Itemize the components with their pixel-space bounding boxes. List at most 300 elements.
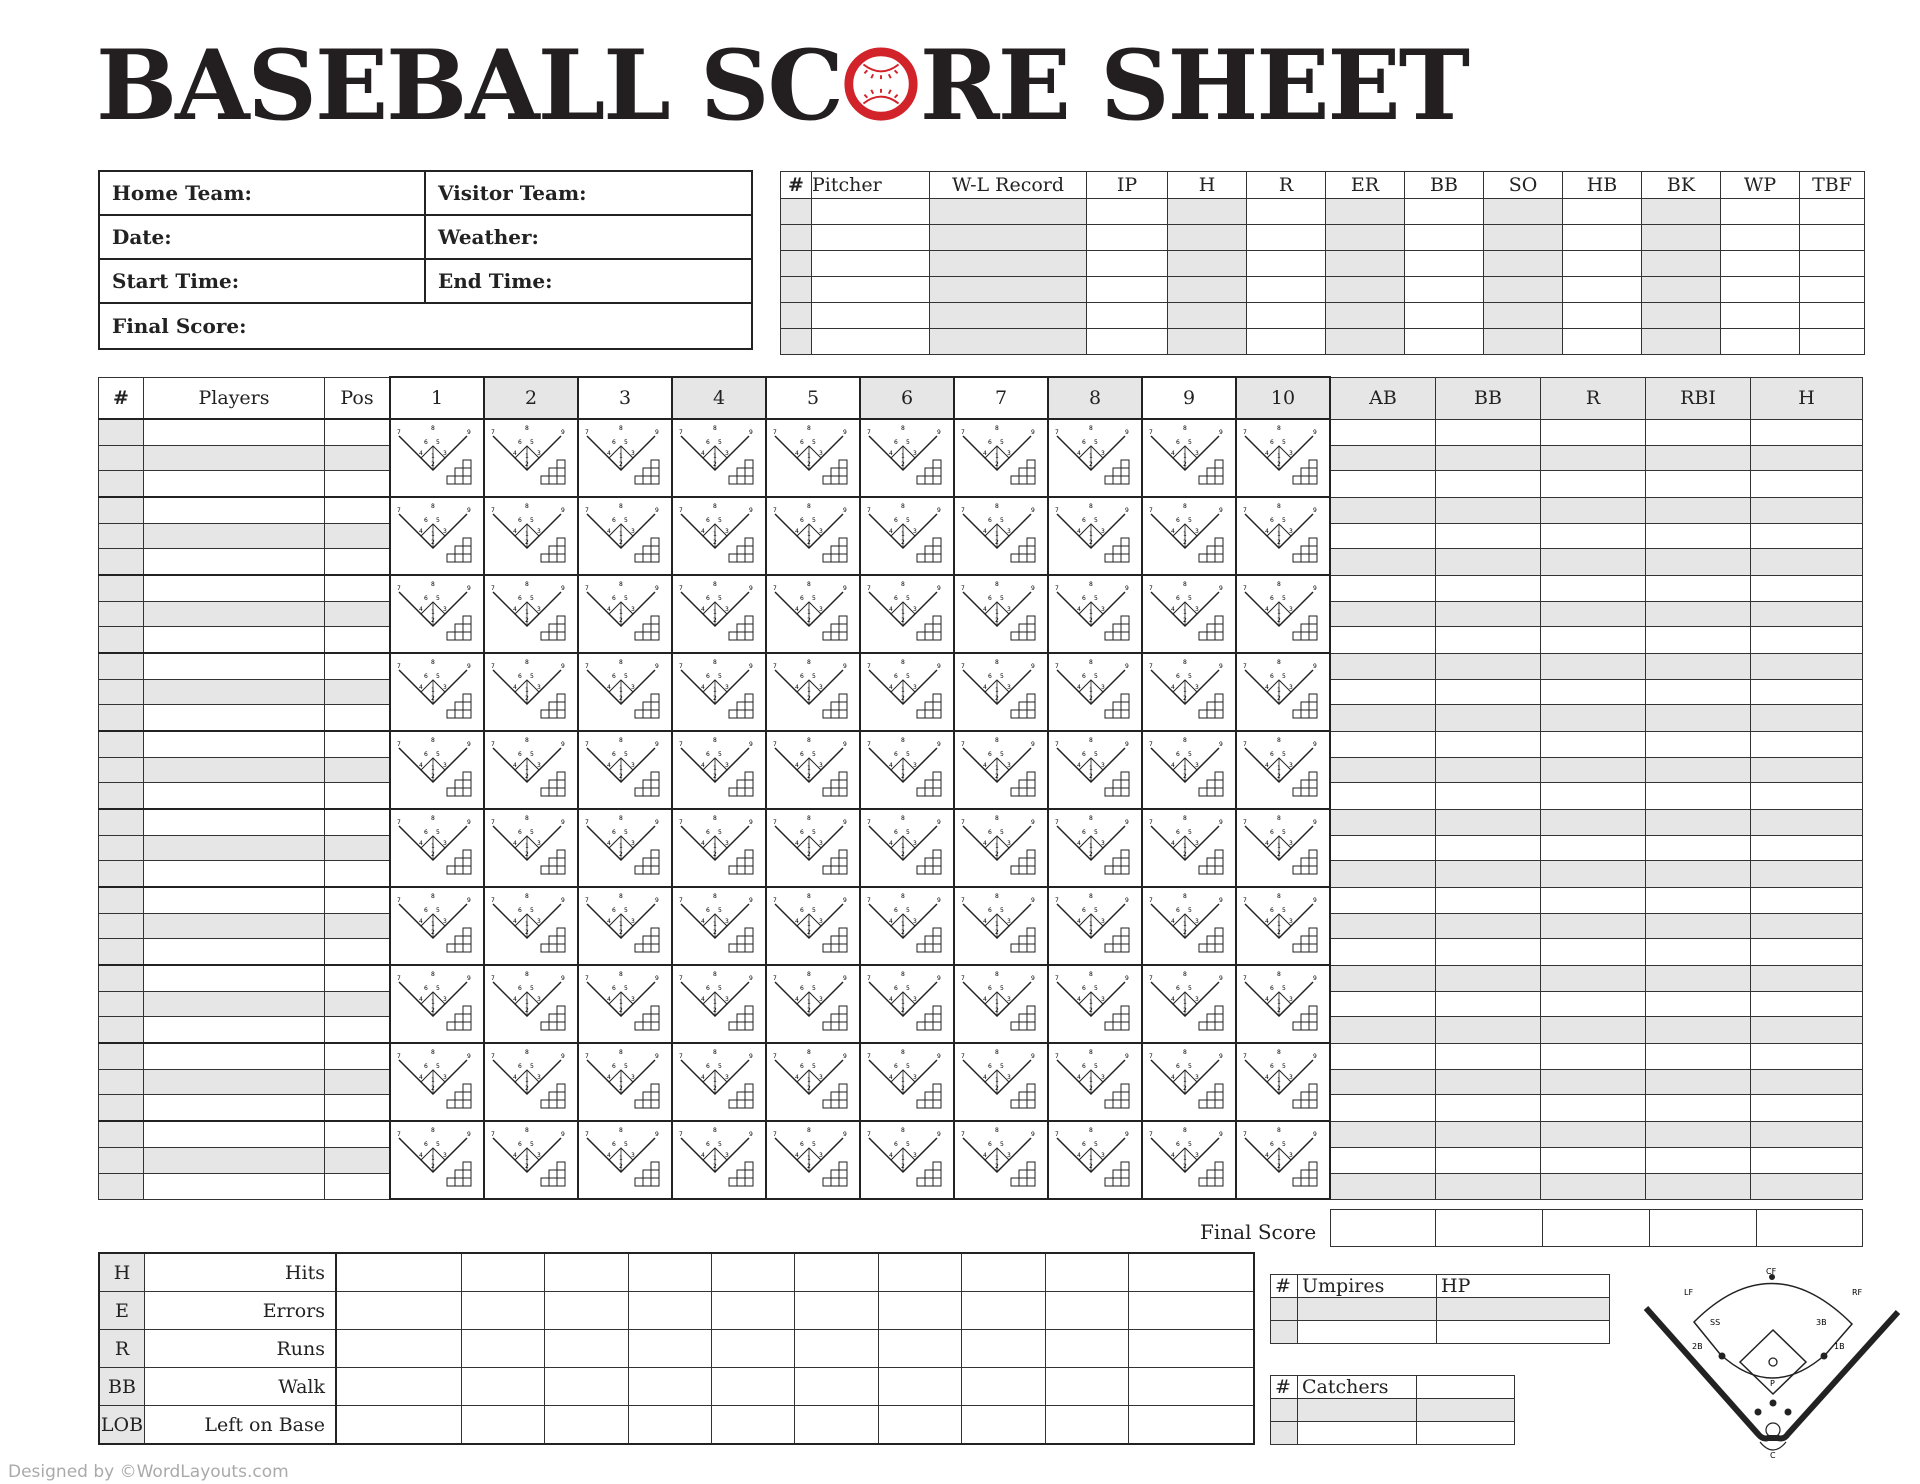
summary-cell[interactable] [712, 1406, 795, 1445]
batter-number-cell[interactable] [99, 757, 144, 783]
totals-cell[interactable] [1436, 627, 1541, 653]
pitcher-cell[interactable] [930, 251, 1087, 277]
inning-cell[interactable] [1048, 731, 1142, 809]
pitcher-cell[interactable] [1563, 199, 1642, 225]
totals-cell[interactable] [1646, 1017, 1751, 1043]
pitcher-cell[interactable] [812, 277, 930, 303]
position-cell[interactable] [325, 965, 391, 991]
batter-number-cell[interactable] [99, 497, 144, 523]
pitcher-cell[interactable] [1642, 225, 1721, 251]
pitcher-cell[interactable] [1168, 277, 1247, 303]
inning-cell[interactable] [766, 653, 860, 731]
pitcher-cell[interactable] [1484, 277, 1563, 303]
batter-number-cell[interactable] [99, 783, 144, 809]
inning-cell[interactable] [860, 575, 954, 653]
home-team-field[interactable]: Home Team: [99, 171, 425, 215]
totals-cell[interactable] [1751, 471, 1863, 497]
totals-cell[interactable] [1436, 991, 1541, 1017]
inning-cell[interactable] [954, 419, 1048, 497]
inning-cell[interactable] [860, 887, 954, 965]
pitcher-cell[interactable] [1168, 199, 1247, 225]
position-cell[interactable] [325, 471, 391, 497]
inning-cell[interactable] [766, 965, 860, 1043]
totals-cell[interactable] [1541, 575, 1646, 601]
totals-cell[interactable] [1330, 419, 1436, 445]
summary-cell[interactable] [461, 1406, 544, 1445]
totals-cell[interactable] [1330, 471, 1436, 497]
totals-cell[interactable] [1330, 1121, 1436, 1147]
inning-cell[interactable] [390, 653, 484, 731]
totals-cell[interactable] [1751, 913, 1863, 939]
totals-cell[interactable] [1436, 705, 1541, 731]
batter-number-cell[interactable] [99, 445, 144, 471]
pitcher-cell[interactable] [930, 225, 1087, 251]
inning-cell[interactable] [1142, 809, 1236, 887]
pitcher-cell[interactable] [1247, 277, 1326, 303]
position-cell[interactable] [325, 809, 391, 835]
totals-cell[interactable] [1330, 549, 1436, 575]
totals-cell[interactable] [1646, 653, 1751, 679]
inning-cell[interactable] [1142, 497, 1236, 575]
totals-cell[interactable] [1541, 445, 1646, 471]
totals-cell[interactable] [1436, 1069, 1541, 1095]
position-cell[interactable] [325, 1043, 391, 1069]
visitor-team-field[interactable]: Visitor Team: [425, 171, 752, 215]
pitcher-cell[interactable] [1247, 199, 1326, 225]
inning-cell[interactable] [390, 887, 484, 965]
pitcher-cell[interactable] [1800, 225, 1865, 251]
totals-cell[interactable] [1436, 1017, 1541, 1043]
batter-number-cell[interactable] [99, 1043, 144, 1069]
totals-cell[interactable] [1436, 445, 1541, 471]
summary-cell[interactable] [1129, 1368, 1254, 1406]
totals-cell[interactable] [1751, 861, 1863, 887]
totals-cell[interactable] [1751, 757, 1863, 783]
totals-cell[interactable] [1751, 1121, 1863, 1147]
batter-number-cell[interactable] [99, 809, 144, 835]
player-name-cell[interactable] [144, 1017, 325, 1043]
totals-cell[interactable] [1541, 1147, 1646, 1173]
totals-cell[interactable] [1330, 783, 1436, 809]
player-name-cell[interactable] [144, 1121, 325, 1147]
totals-cell[interactable] [1330, 445, 1436, 471]
summary-cell[interactable] [461, 1330, 544, 1368]
inning-cell[interactable] [578, 809, 672, 887]
pitcher-cell[interactable] [1326, 199, 1405, 225]
pitcher-cell[interactable] [812, 329, 930, 355]
position-cell[interactable] [325, 1147, 391, 1173]
inning-cell[interactable] [1236, 1121, 1330, 1199]
inning-cell[interactable] [672, 965, 766, 1043]
inning-cell[interactable] [484, 809, 578, 887]
player-name-cell[interactable] [144, 705, 325, 731]
pitcher-cell[interactable] [1247, 303, 1326, 329]
summary-cell[interactable] [461, 1368, 544, 1406]
totals-cell[interactable] [1646, 887, 1751, 913]
player-name-cell[interactable] [144, 575, 325, 601]
inning-cell[interactable] [954, 809, 1048, 887]
totals-cell[interactable] [1436, 1043, 1541, 1069]
summary-cell[interactable] [1129, 1292, 1254, 1330]
totals-cell[interactable] [1436, 1095, 1541, 1121]
totals-cell[interactable] [1436, 601, 1541, 627]
inning-cell[interactable] [672, 653, 766, 731]
pitcher-cell[interactable] [1484, 251, 1563, 277]
inning-cell[interactable] [1236, 731, 1330, 809]
player-name-cell[interactable] [144, 627, 325, 653]
player-name-cell[interactable] [144, 861, 325, 887]
totals-cell[interactable] [1330, 523, 1436, 549]
totals-cell[interactable] [1541, 809, 1646, 835]
inning-cell[interactable] [860, 497, 954, 575]
summary-cell[interactable] [336, 1368, 461, 1406]
inning-cell[interactable] [1236, 965, 1330, 1043]
totals-cell[interactable] [1646, 835, 1751, 861]
totals-cell[interactable] [1330, 991, 1436, 1017]
inning-cell[interactable] [1048, 419, 1142, 497]
totals-cell[interactable] [1330, 1069, 1436, 1095]
summary-cell[interactable] [545, 1292, 628, 1330]
inning-cell[interactable] [860, 419, 954, 497]
totals-cell[interactable] [1541, 731, 1646, 757]
totals-cell[interactable] [1541, 679, 1646, 705]
totals-cell[interactable] [1436, 731, 1541, 757]
totals-cell[interactable] [1436, 939, 1541, 965]
pitcher-cell[interactable] [1087, 251, 1168, 277]
pitcher-cell[interactable] [1168, 303, 1247, 329]
totals-cell[interactable] [1330, 809, 1436, 835]
batter-number-cell[interactable] [99, 913, 144, 939]
pitcher-cell[interactable] [1484, 225, 1563, 251]
pitcher-cell[interactable] [1800, 199, 1865, 225]
position-cell[interactable] [325, 575, 391, 601]
totals-cell[interactable] [1541, 1121, 1646, 1147]
batter-number-cell[interactable] [99, 653, 144, 679]
position-cell[interactable] [325, 991, 391, 1017]
inning-cell[interactable] [1142, 887, 1236, 965]
summary-cell[interactable] [795, 1330, 878, 1368]
pitcher-cell[interactable] [1326, 277, 1405, 303]
inning-cell[interactable] [1048, 1043, 1142, 1121]
batter-number-cell[interactable] [99, 1121, 144, 1147]
inning-cell[interactable] [484, 575, 578, 653]
summary-cell[interactable] [712, 1292, 795, 1330]
inning-cell[interactable] [578, 887, 672, 965]
totals-cell[interactable] [1436, 523, 1541, 549]
inning-cell[interactable] [1142, 1043, 1236, 1121]
totals-cell[interactable] [1646, 549, 1751, 575]
player-name-cell[interactable] [144, 913, 325, 939]
summary-cell[interactable] [1045, 1253, 1128, 1292]
totals-cell[interactable] [1330, 653, 1436, 679]
batter-number-cell[interactable] [99, 835, 144, 861]
pitcher-cell[interactable] [1563, 225, 1642, 251]
player-name-cell[interactable] [144, 1173, 325, 1199]
player-name-cell[interactable] [144, 991, 325, 1017]
pitcher-cell[interactable] [930, 329, 1087, 355]
pitcher-cell[interactable] [1405, 303, 1484, 329]
pitcher-cell[interactable] [1247, 251, 1326, 277]
totals-cell[interactable] [1751, 549, 1863, 575]
final-rbi-cell[interactable] [1650, 1210, 1757, 1247]
position-cell[interactable] [325, 1017, 391, 1043]
inning-cell[interactable] [672, 887, 766, 965]
pitcher-cell[interactable] [1087, 329, 1168, 355]
inning-cell[interactable] [1236, 653, 1330, 731]
pitcher-cell[interactable] [1247, 329, 1326, 355]
totals-cell[interactable] [1751, 575, 1863, 601]
player-name-cell[interactable] [144, 549, 325, 575]
totals-cell[interactable] [1330, 601, 1436, 627]
inning-cell[interactable] [1142, 965, 1236, 1043]
summary-cell[interactable] [1045, 1292, 1128, 1330]
inning-cell[interactable] [954, 965, 1048, 1043]
totals-cell[interactable] [1436, 419, 1541, 445]
summary-cell[interactable] [795, 1406, 878, 1445]
totals-cell[interactable] [1541, 757, 1646, 783]
totals-cell[interactable] [1751, 445, 1863, 471]
position-cell[interactable] [325, 419, 391, 445]
summary-cell[interactable] [795, 1253, 878, 1292]
totals-cell[interactable] [1541, 1069, 1646, 1095]
player-name-cell[interactable] [144, 601, 325, 627]
pitcher-cell[interactable] [1563, 303, 1642, 329]
pitcher-cell[interactable] [1405, 329, 1484, 355]
inning-cell[interactable] [1236, 419, 1330, 497]
totals-cell[interactable] [1646, 783, 1751, 809]
summary-cell[interactable] [336, 1253, 461, 1292]
batter-number-cell[interactable] [99, 965, 144, 991]
totals-cell[interactable] [1330, 1147, 1436, 1173]
summary-cell[interactable] [712, 1368, 795, 1406]
pitcher-cell[interactable] [1563, 251, 1642, 277]
batter-number-cell[interactable] [99, 471, 144, 497]
player-name-cell[interactable] [144, 419, 325, 445]
totals-cell[interactable] [1751, 1069, 1863, 1095]
final-score-field[interactable]: Final Score: [99, 303, 752, 349]
summary-cell[interactable] [1129, 1330, 1254, 1368]
inning-cell[interactable] [578, 575, 672, 653]
batter-number-cell[interactable] [99, 1147, 144, 1173]
summary-cell[interactable] [336, 1406, 461, 1445]
player-name-cell[interactable] [144, 887, 325, 913]
inning-cell[interactable] [390, 809, 484, 887]
summary-cell[interactable] [628, 1368, 711, 1406]
position-cell[interactable] [325, 835, 391, 861]
totals-cell[interactable] [1330, 679, 1436, 705]
inning-cell[interactable] [578, 497, 672, 575]
pitcher-cell[interactable] [1168, 329, 1247, 355]
inning-cell[interactable] [578, 419, 672, 497]
pitcher-cell[interactable] [1721, 329, 1800, 355]
pitcher-cell[interactable] [1326, 303, 1405, 329]
final-r-cell[interactable] [1543, 1210, 1650, 1247]
player-name-cell[interactable] [144, 497, 325, 523]
inning-cell[interactable] [1048, 497, 1142, 575]
totals-cell[interactable] [1646, 523, 1751, 549]
inning-cell[interactable] [860, 731, 954, 809]
inning-cell[interactable] [1236, 575, 1330, 653]
totals-cell[interactable] [1541, 419, 1646, 445]
totals-cell[interactable] [1751, 705, 1863, 731]
totals-cell[interactable] [1646, 1043, 1751, 1069]
pitcher-cell[interactable] [1721, 303, 1800, 329]
player-name-cell[interactable] [144, 445, 325, 471]
totals-cell[interactable] [1436, 653, 1541, 679]
summary-cell[interactable] [1129, 1253, 1254, 1292]
inning-cell[interactable] [390, 1121, 484, 1199]
batter-number-cell[interactable] [99, 939, 144, 965]
inning-cell[interactable] [390, 419, 484, 497]
inning-cell[interactable] [766, 497, 860, 575]
pitcher-cell[interactable] [1168, 251, 1247, 277]
inning-cell[interactable] [1142, 1121, 1236, 1199]
totals-cell[interactable] [1330, 939, 1436, 965]
inning-cell[interactable] [1236, 497, 1330, 575]
player-name-cell[interactable] [144, 1095, 325, 1121]
start-time-field[interactable]: Start Time: [99, 259, 425, 303]
totals-cell[interactable] [1751, 653, 1863, 679]
summary-cell[interactable] [878, 1292, 961, 1330]
totals-cell[interactable] [1436, 835, 1541, 861]
batter-number-cell[interactable] [99, 679, 144, 705]
totals-cell[interactable] [1751, 1173, 1863, 1199]
player-name-cell[interactable] [144, 653, 325, 679]
totals-cell[interactable] [1330, 861, 1436, 887]
summary-cell[interactable] [628, 1330, 711, 1368]
pitcher-cell[interactable] [1563, 277, 1642, 303]
totals-cell[interactable] [1541, 887, 1646, 913]
position-cell[interactable] [325, 757, 391, 783]
player-name-cell[interactable] [144, 1069, 325, 1095]
position-cell[interactable] [325, 1095, 391, 1121]
final-bb-cell[interactable] [1436, 1210, 1543, 1247]
totals-cell[interactable] [1751, 419, 1863, 445]
summary-cell[interactable] [878, 1406, 961, 1445]
position-cell[interactable] [325, 445, 391, 471]
pitcher-cell[interactable] [781, 329, 812, 355]
inning-cell[interactable] [1236, 1043, 1330, 1121]
batter-number-cell[interactable] [99, 627, 144, 653]
totals-cell[interactable] [1541, 1173, 1646, 1199]
position-cell[interactable] [325, 653, 391, 679]
summary-cell[interactable] [461, 1253, 544, 1292]
pitcher-cell[interactable] [812, 303, 930, 329]
inning-cell[interactable] [954, 1043, 1048, 1121]
table-row[interactable] [1271, 1399, 1298, 1422]
pitcher-cell[interactable] [930, 303, 1087, 329]
pitcher-cell[interactable] [1484, 329, 1563, 355]
pitcher-cell[interactable] [1405, 251, 1484, 277]
totals-cell[interactable] [1751, 1017, 1863, 1043]
summary-cell[interactable] [336, 1330, 461, 1368]
player-name-cell[interactable] [144, 523, 325, 549]
totals-cell[interactable] [1541, 705, 1646, 731]
totals-cell[interactable] [1541, 549, 1646, 575]
summary-cell[interactable] [962, 1368, 1045, 1406]
totals-cell[interactable] [1751, 991, 1863, 1017]
totals-cell[interactable] [1541, 835, 1646, 861]
batter-number-cell[interactable] [99, 1173, 144, 1199]
totals-cell[interactable] [1541, 523, 1646, 549]
player-name-cell[interactable] [144, 1147, 325, 1173]
totals-cell[interactable] [1646, 445, 1751, 471]
pitcher-cell[interactable] [1800, 303, 1865, 329]
totals-cell[interactable] [1541, 939, 1646, 965]
player-name-cell[interactable] [144, 679, 325, 705]
position-cell[interactable] [325, 705, 391, 731]
inning-cell[interactable] [766, 887, 860, 965]
totals-cell[interactable] [1436, 861, 1541, 887]
pitcher-cell[interactable] [1326, 225, 1405, 251]
position-cell[interactable] [325, 679, 391, 705]
player-name-cell[interactable] [144, 1043, 325, 1069]
summary-cell[interactable] [628, 1253, 711, 1292]
player-name-cell[interactable] [144, 809, 325, 835]
position-cell[interactable] [325, 1173, 391, 1199]
inning-cell[interactable] [1236, 887, 1330, 965]
totals-cell[interactable] [1646, 705, 1751, 731]
pitcher-cell[interactable] [812, 199, 930, 225]
totals-cell[interactable] [1751, 523, 1863, 549]
inning-cell[interactable] [954, 1121, 1048, 1199]
totals-cell[interactable] [1330, 1173, 1436, 1199]
totals-cell[interactable] [1751, 601, 1863, 627]
batter-number-cell[interactable] [99, 601, 144, 627]
inning-cell[interactable] [860, 1121, 954, 1199]
final-ab-cell[interactable] [1331, 1210, 1436, 1247]
inning-cell[interactable] [1048, 809, 1142, 887]
batter-number-cell[interactable] [99, 1069, 144, 1095]
totals-cell[interactable] [1646, 1121, 1751, 1147]
inning-cell[interactable] [766, 419, 860, 497]
pitcher-cell[interactable] [1721, 277, 1800, 303]
position-cell[interactable] [325, 913, 391, 939]
inning-cell[interactable] [954, 731, 1048, 809]
pitcher-cell[interactable] [1642, 277, 1721, 303]
position-cell[interactable] [325, 1121, 391, 1147]
inning-cell[interactable] [484, 1043, 578, 1121]
totals-cell[interactable] [1541, 913, 1646, 939]
totals-cell[interactable] [1646, 1173, 1751, 1199]
inning-cell[interactable] [390, 575, 484, 653]
inning-cell[interactable] [954, 575, 1048, 653]
inning-cell[interactable] [672, 1121, 766, 1199]
pitcher-cell[interactable] [1800, 277, 1865, 303]
totals-cell[interactable] [1646, 497, 1751, 523]
summary-cell[interactable] [795, 1292, 878, 1330]
totals-cell[interactable] [1646, 627, 1751, 653]
totals-cell[interactable] [1541, 861, 1646, 887]
totals-cell[interactable] [1646, 939, 1751, 965]
pitcher-cell[interactable] [1168, 225, 1247, 251]
summary-cell[interactable] [461, 1292, 544, 1330]
totals-cell[interactable] [1330, 1017, 1436, 1043]
final-h-cell[interactable] [1757, 1210, 1863, 1247]
summary-cell[interactable] [1129, 1406, 1254, 1445]
totals-cell[interactable] [1330, 575, 1436, 601]
pitcher-cell[interactable] [1484, 303, 1563, 329]
inning-cell[interactable] [484, 419, 578, 497]
totals-cell[interactable] [1436, 549, 1541, 575]
inning-cell[interactable] [578, 1121, 672, 1199]
date-field[interactable]: Date: [99, 215, 425, 259]
summary-cell[interactable] [712, 1330, 795, 1368]
totals-cell[interactable] [1646, 731, 1751, 757]
totals-cell[interactable] [1541, 653, 1646, 679]
table-row[interactable] [1271, 1321, 1298, 1344]
summary-cell[interactable] [962, 1330, 1045, 1368]
